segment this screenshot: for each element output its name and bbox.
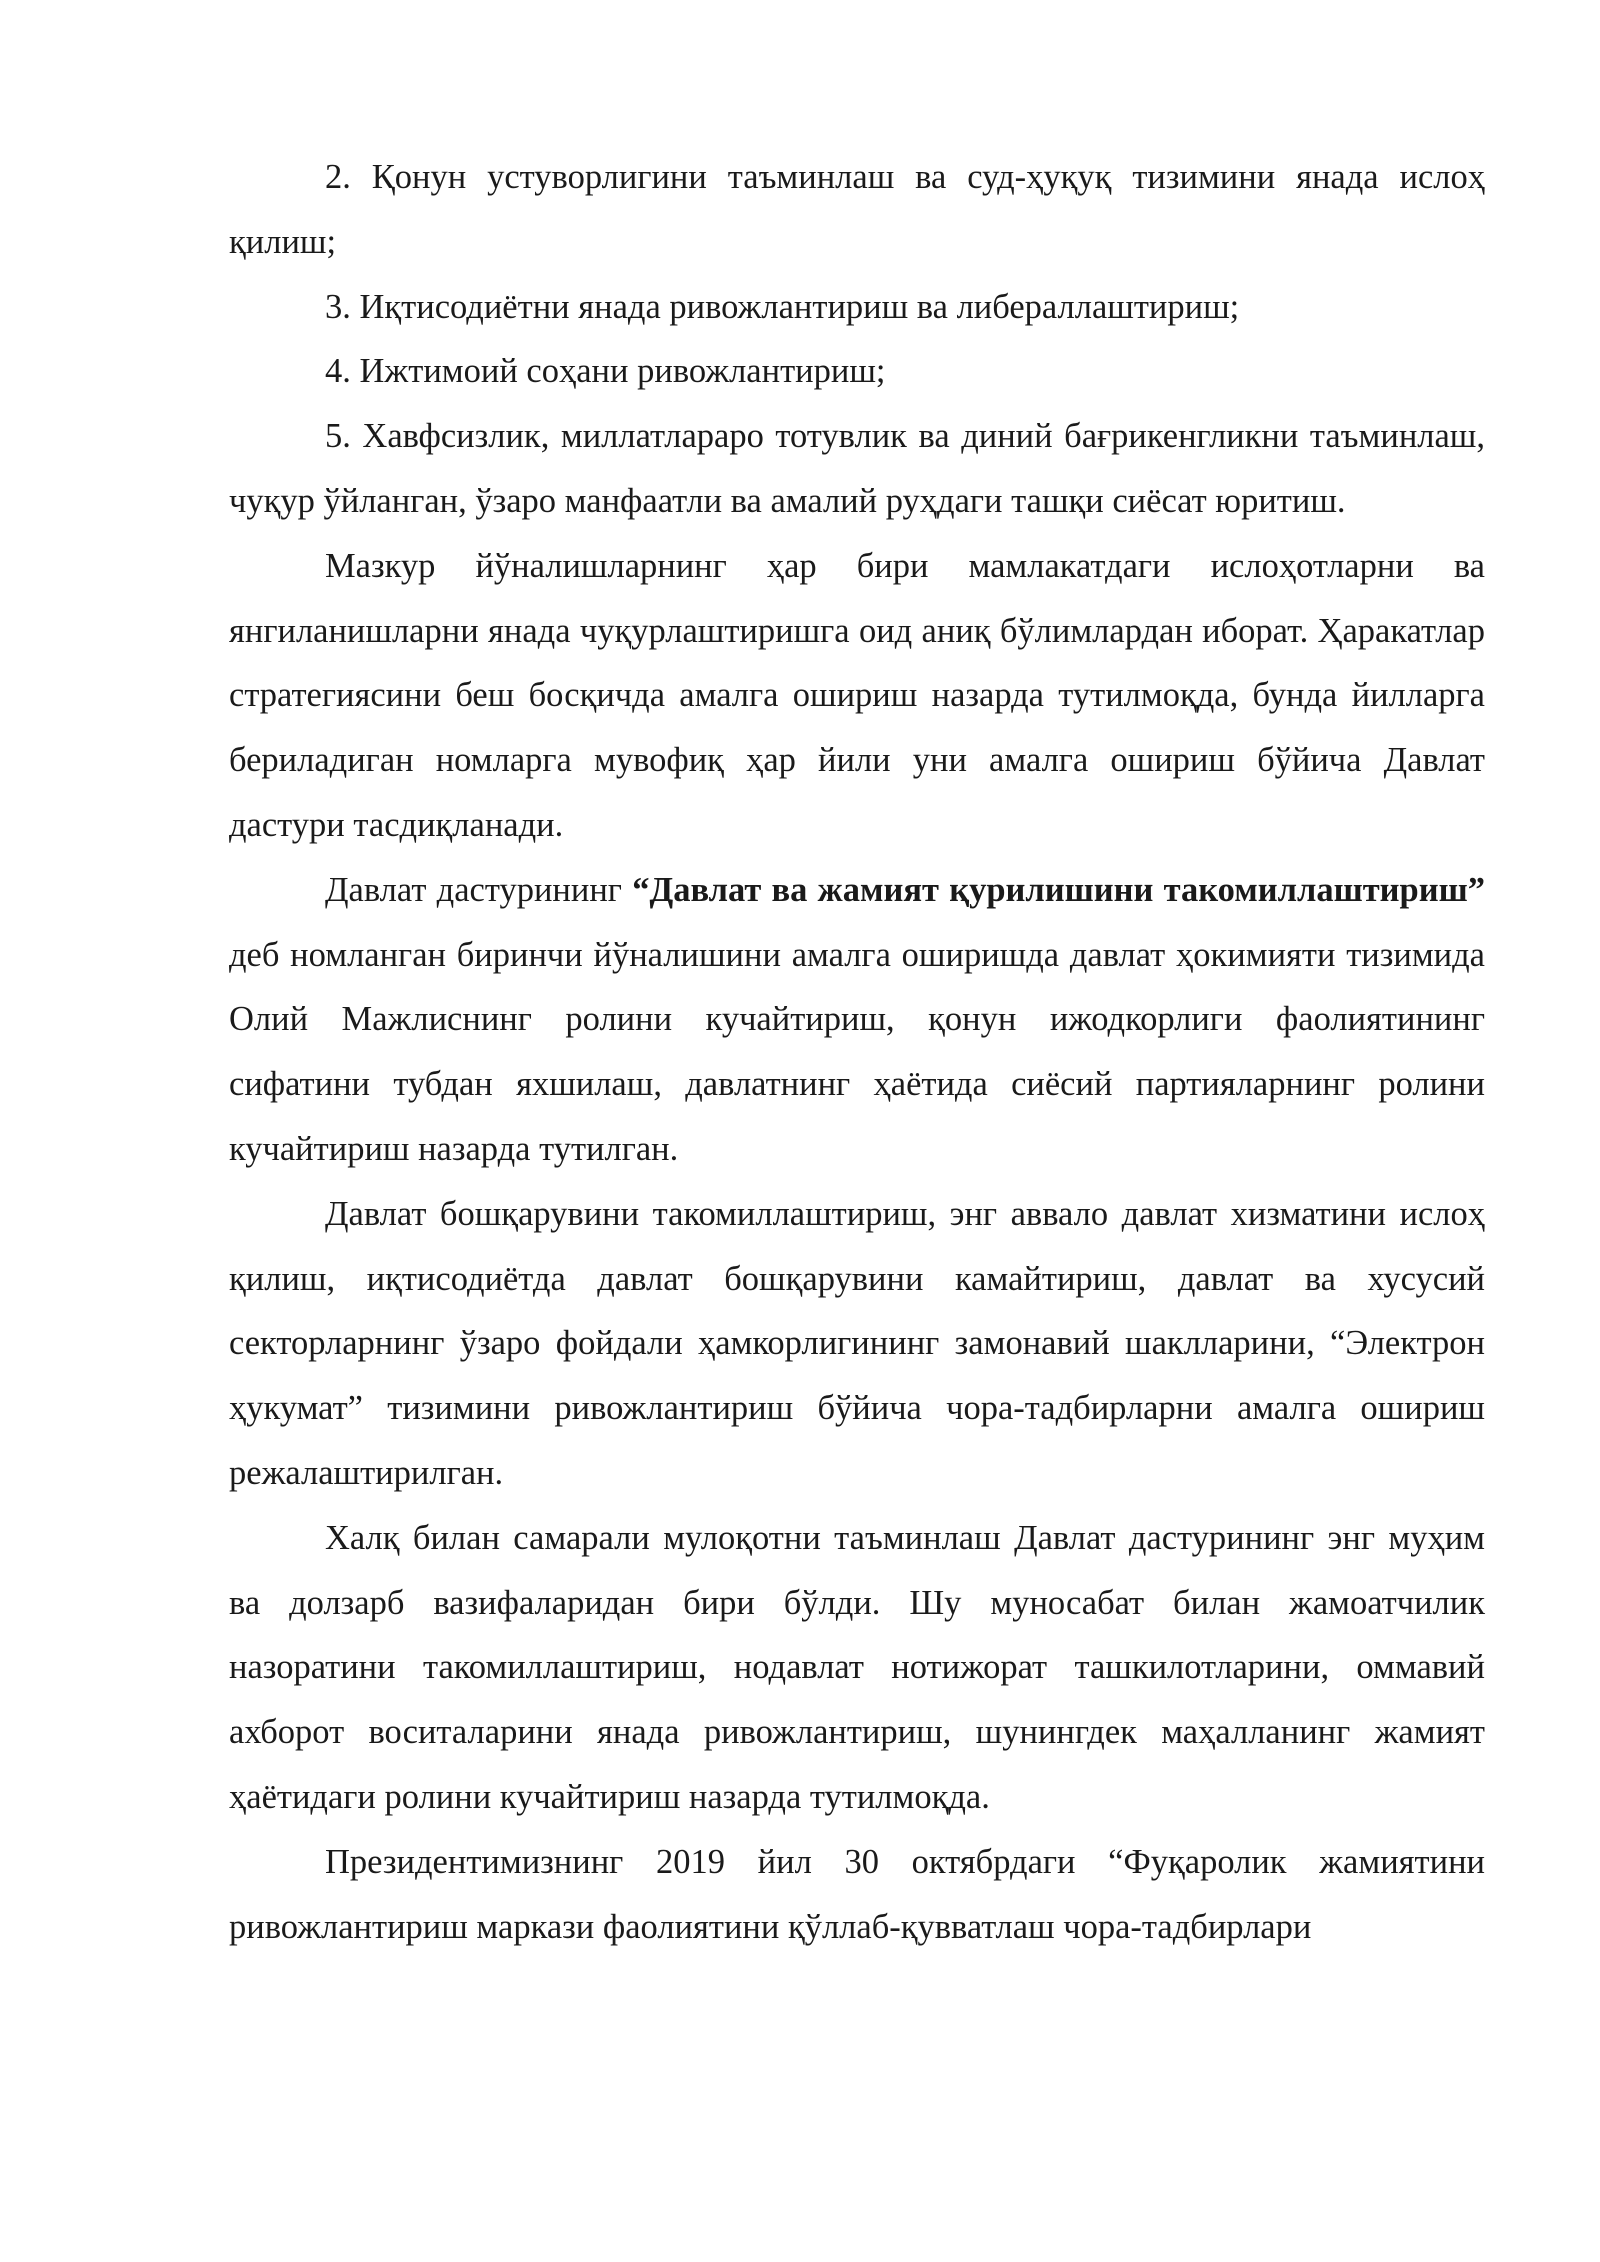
list-item-3: 3. Иқтисодиётни янада ривожлантириш ва либераллаштириш; (325, 287, 1240, 326)
first-direction-title: “Давлат ва жамият қурилишини такомиллаштириш” (632, 870, 1486, 909)
decree-paragraph: Президентимизнинг 2019 йил 30 октябрдаги “Фуқаролик жамиятини ривожлантириш маркази фаолиятини қўллаб-қувватлаш чора-тадбирлари (229, 1842, 1485, 1946)
list-item-5: 5. Хавфсизлик, миллатлараро тотувлик ва диний бағрикенгликни таъминлаш, чуқур ўйланган, ўзаро манфаатли ва амалий руҳдаги ташқи сиёсат юритиш. (229, 417, 1485, 520)
first-direction-paragraph (229, 858, 1485, 1182)
document-body (229, 145, 1485, 1959)
dialogue-paragraph: Халқ билан самарали мулоқотни таъминлаш Давлат дастурининг энг муҳим ва долзарб вазифаларидан бири бўлди. Шу муносабат билан жамоатчилик назоратини такомиллаштириш, нодавлат нотижорат ташкилотларини, оммавий ахборот воситаларини янада ривожлантириш, шунингдек маҳалланинг жамият ҳаётидаги ролини кучайтириш назарда тутилмоқда. (229, 1518, 1485, 1816)
governance-paragraph: Давлат бошқарувини такомиллаштириш, энг аввало давлат хизматини ислоҳ қилиш, иқтисодиётда давлат бошқарувини камайтириш, давлат ва хусусий секторларнинг ўзаро фойдали ҳамкорлигининг замонавий шаклларини, “Электрон ҳукумат” тизимини ривожлантириш бўйича чора-тадбирларни амалга ошириш режалаштирилган. (229, 1194, 1485, 1492)
list-item-4: 4. Ижтимоий соҳани ривожлантириш; (325, 352, 886, 391)
first-direction-body-text: деб номланган биринчи йўналишини амалга оширишда давлат ҳокимияти тизимида Олий Мажлиснинг ролини кучайтириш, қонун ижодкорлиги фаолиятининг сифатини тубдан яхшилаш, давлатнинг ҳаётида сиёсий партияларнинг ролини кучайтириш назарда тутилган. (229, 935, 1485, 1168)
directions-paragraph: Мазкур йўналишларнинг ҳар бири мамлакатдаги ислоҳотларни ва янгиланишларни янада чуқурлаштиришга оид аниқ бўлимлардан иборат. Ҳаракатлар стратегиясини беш босқичда амалга ошириш назарда тутилмоқда, бунда йилларга бериладиган номларга мувофиқ ҳар йили уни амалга ошириш бўйича Давлат дастури тасдиқланади. (229, 546, 1485, 844)
list-item-2: 2. Қонун устуворлигини таъминлаш ва суд-ҳуқуқ тизимини янада ислоҳ қилиш; (229, 158, 1485, 261)
first-direction-lead-text: Давлат дастурининг (325, 870, 633, 909)
